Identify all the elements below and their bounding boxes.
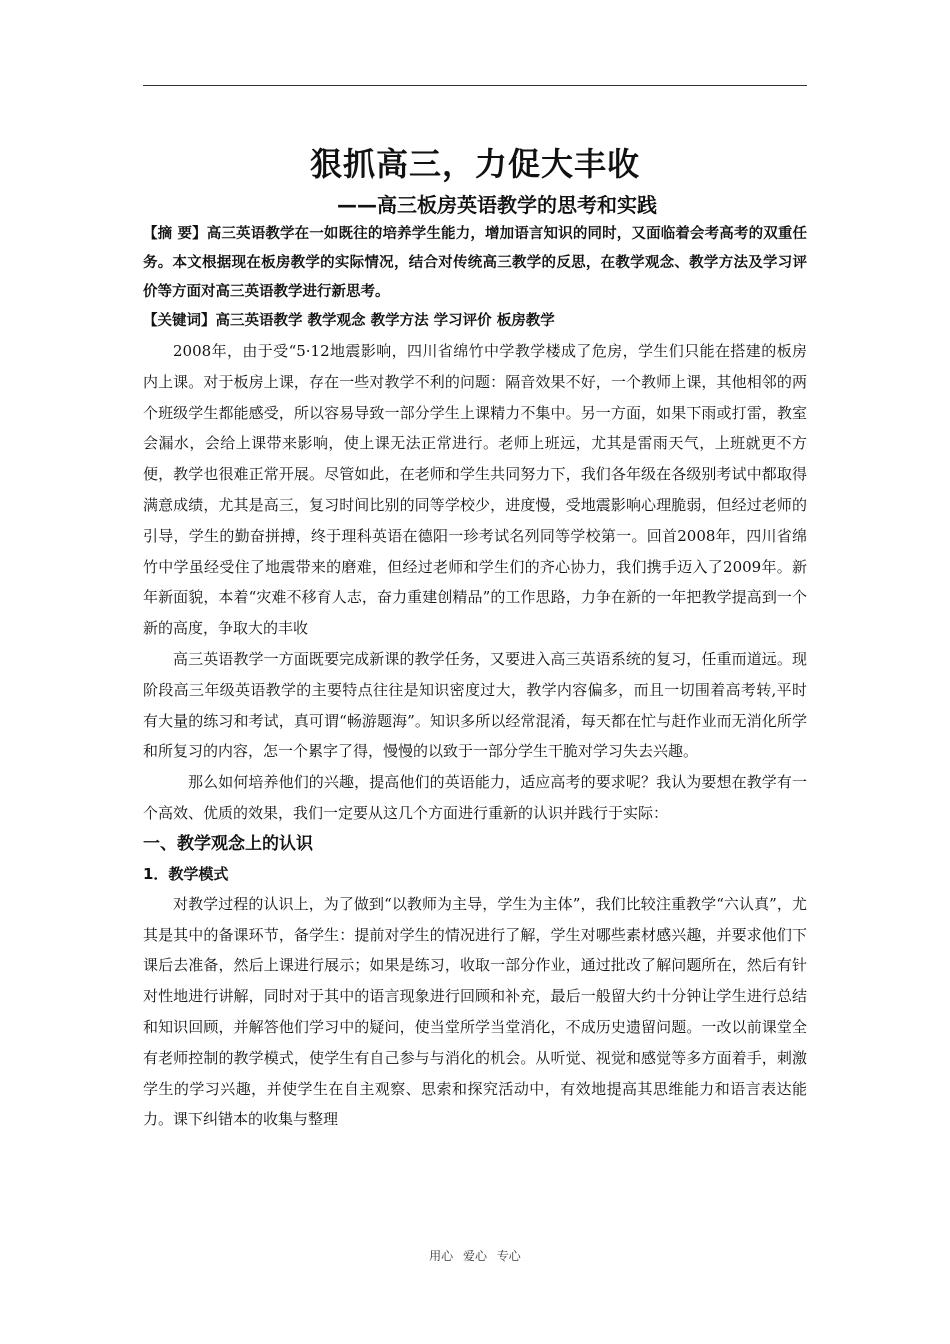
paragraph-2: 高三英语教学一方面既要完成新课的教学任务，又要进入高三英语系统的复习，任重而道远。现阶段高三年级英语教学的主要特点往往是知识密度过大，教学内容偏多，而且一切围着高考转,平时有大量的练习和考试，真可谓“畅游题海”。知识多所以经常混淆，每天都在忙与赶作业而无消化所学和所复习的内容，怎一个累字了得，慢慢的以致于一部分学生干脆对学习失去兴趣。 <box>143 649 807 761</box>
document-title: 狠抓高三，力促大丰收 <box>309 145 640 183</box>
subsection-heading: 1．教学模式 <box>143 864 229 883</box>
document-body <box>143 126 807 1135</box>
keywords: 【关键词】高三英语教学 教学观念 教学方法 学习评价 板房教学 <box>143 313 555 329</box>
paragraph-3: 那么如何培养他们的兴趣，提高他们的英语能力，适应高考的要求呢？我认为要想在教学有一个高效、优质的效果，我们一定要从这几个方面进行重新的认识并践行于实际： <box>143 773 807 822</box>
document-subtitle: ——高三板房英语教学的思考和实践 <box>337 193 657 217</box>
section-heading: 一、教学观念上的认识 <box>143 833 313 854</box>
abstract: 【摘 要】高三英语教学在一如既往的培养学生能力，增加语言知识的同时，又面临着会考高考的双重任务。本文根据现在板房教学的实际情况，结合对传统高三教学的反思，在教学观念、教学方法及学习评价等方面对高三英语教学进行新思考。 <box>143 226 807 300</box>
section-paragraph: 对教学过程的认识上，为了做到“以教师为主导，学生为主体”，我们比较注重教学“六认真”，尤其是其中的备课环节，备学生：提前对学生的情况进行了解，学生对哪些素材感兴趣，并要求他们下课后去准备，然后上课进行展示；如果是练习，收取一部分作业，通过批改了解问题所在，然后有针对性地进行讲解，同时对于其中的语言现象进行回顾和补充，最后一般留大约十分钟让学生进行总结和知识回顾，并解答他们学习中的疑问，使当堂所学当堂消化，不成历史遗留问题。一改以前课堂全有老师控制的教学模式，使学生有自己参与与消化的机会。从听觉、视觉和感觉等多方面着手，刺激学生的学习兴趣，并使学生在自主观察、思索和探究活动中，有效地提高其思维能力和语言表达能力。课下纠错本的收集与整理 <box>143 894 807 1129</box>
paragraph-1: 2008年，由于受“5·12地震影响，四川省绵竹中学教学楼成了危房，学生们只能在搭建的板房内上课。对于板房上课，存在一些对教学不利的问题：隔音效果不好，一个教师上课，其他相邻的两个班级学生都能感受，所以容易导致一部分学生上课精力不集中。另一方面，如果下雨或打雷，教室会漏水，会给上课带来影响，使上课无法正常进行。老师上班远，尤其是雷雨天气，上班就更不方便，教学也很难正常开展。尽管如此，在老师和学生共同努力下，我们各年级在各级别考试中都取得满意成绩，尤其是高三，复习时间比别的同等学校少，进度慢，受地震影响心理脆弱，但经过老师的引导，学生的勤奋拼搏，终于理科英语在德阳一珍考试名列同等学校第一。回首2008年，四川省绵竹中学虽经受住了地震带来的磨难，但经过老师和学生们的齐心协力，我们携手迈入了2009年。新年新面貌，本着“灾难不移育人志，奋力重建创精品”的工作思路，力争在新的一年把教学提高到一个新的高度，争取大的丰收 <box>143 342 807 638</box>
page-footer: 用心 爱心 专心 <box>429 1249 521 1263</box>
header-rule <box>143 85 807 86</box>
